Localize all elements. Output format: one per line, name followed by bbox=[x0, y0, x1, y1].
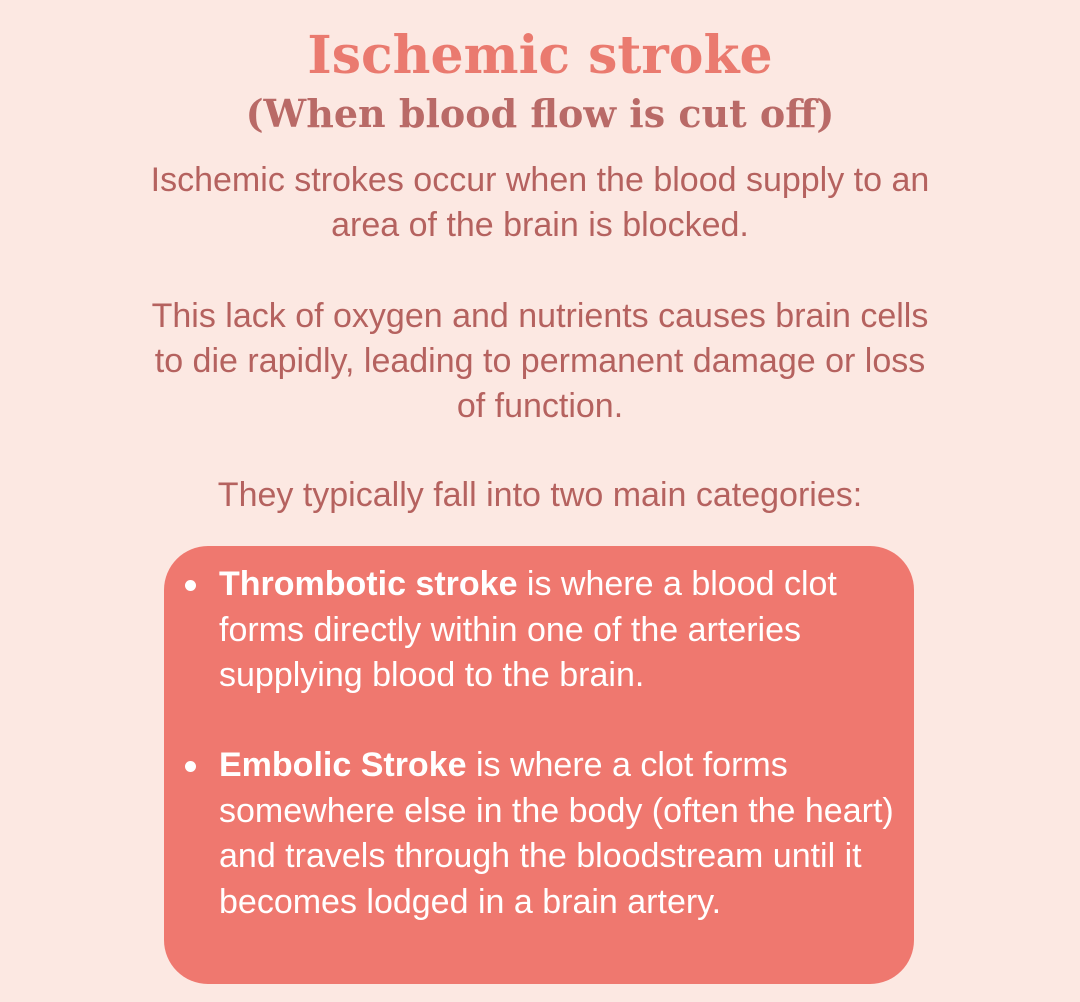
page-subtitle: (When blood flow is cut off) bbox=[245, 91, 835, 136]
intro-paragraph-categories: They typically fall into two main categories: bbox=[217, 476, 863, 514]
category-description: is where a blood clot forms directly within one of the arteries supplying blood to the brain. bbox=[219, 565, 837, 694]
category-term: Embolic Stroke bbox=[219, 746, 467, 784]
category-item-embolic bbox=[219, 743, 909, 925]
category-description: is where a clot forms somewhere else in the body (often the heart) and travels through the bloodstream until it becomes lodged in a brain artery. bbox=[219, 746, 894, 921]
page-title: Ischemic stroke bbox=[307, 25, 773, 86]
intro-paragraph-effects: This lack of oxygen and nutrients causes brain cells to die rapidly, leading to permanent damage or loss of function. bbox=[151, 297, 929, 425]
bullet-dot-icon bbox=[185, 761, 196, 772]
category-term: Thrombotic stroke bbox=[219, 565, 518, 603]
intro-paragraph-definition: Ischemic strokes occur when the blood supply to an area of the brain is blocked. bbox=[150, 161, 930, 244]
bullet-dot-icon bbox=[185, 580, 196, 591]
categories-box bbox=[164, 546, 914, 984]
category-item-thrombotic bbox=[219, 562, 909, 699]
